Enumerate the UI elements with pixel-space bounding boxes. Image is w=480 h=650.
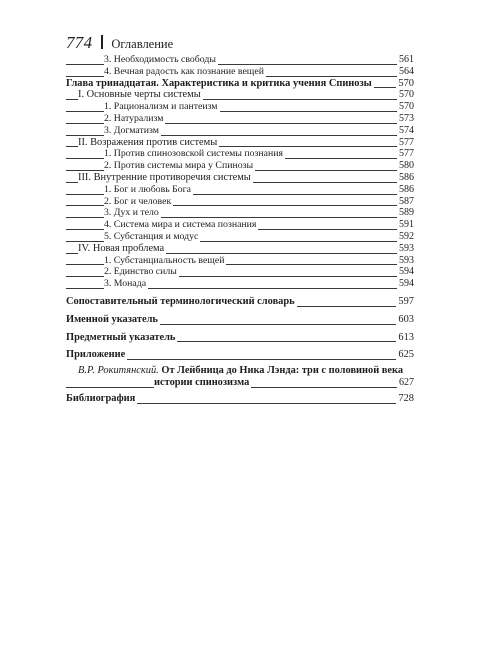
appendix-title-line1: От Лейбница до Ника Лэнда: три с половиной века (161, 365, 404, 377)
toc-entry-page: 593 (399, 242, 414, 254)
table-of-contents (66, 54, 414, 405)
toc-entry-page: 592 (399, 230, 414, 242)
toc-entry-appendix-cont (66, 377, 414, 389)
toc-entry (66, 160, 414, 172)
toc-entry-title: Предметный указатель (66, 331, 176, 343)
toc-entry (66, 266, 414, 278)
toc-entry-page: 591 (399, 219, 414, 231)
toc-entry (66, 255, 414, 267)
appendix-title-line2: истории спинозизма (154, 376, 250, 388)
toc-entry-title: 2. Натурализм (104, 112, 164, 124)
toc-entry-title: 1. Бог и любовь Бога (104, 183, 192, 195)
toc-entry (66, 137, 414, 149)
appendix-first-line (78, 365, 405, 377)
toc-entry-page: 580 (399, 160, 414, 172)
toc-entry-bibliography (66, 393, 414, 405)
toc-entry-title: 2. Против системы мира у Спинозы (104, 160, 254, 172)
toc-entry-title: Именной указатель (66, 313, 158, 325)
toc-entry-title: III. Внутренние противоречия системы (78, 171, 251, 183)
running-header (66, 33, 173, 53)
toc-entry (66, 296, 414, 308)
toc-entry (66, 66, 414, 78)
toc-entry (66, 184, 414, 196)
toc-entry (66, 172, 414, 184)
toc-entry-title: I. Основные черты системы (78, 89, 201, 101)
toc-entry-page: 594 (399, 278, 414, 290)
toc-entry-page: 589 (399, 207, 414, 219)
toc-entry-page: 603 (398, 313, 414, 325)
toc-entry-title: 4. Вечная радость как познание вещей (104, 65, 264, 77)
toc-entry (66, 278, 414, 290)
toc-entry-page: 597 (398, 295, 414, 307)
toc-entry (66, 125, 414, 137)
toc-entry-title: 5. Субстанция и модус (104, 230, 199, 242)
toc-entry (66, 101, 414, 113)
toc-entry (66, 243, 414, 255)
toc-entry-page: 561 (399, 54, 414, 65)
toc-entry (66, 219, 414, 231)
toc-entry-title: 3. Дух и тело (104, 207, 159, 219)
toc-entry-page: 728 (398, 392, 414, 404)
toc-entry-title: 2. Бог и человек (104, 195, 172, 207)
header-title: Оглавление (111, 37, 174, 51)
toc-entry-title: Библиография (66, 392, 136, 404)
toc-entry-page: 587 (399, 195, 414, 207)
header-separator (101, 35, 103, 49)
toc-entry (66, 332, 414, 344)
toc-entry-page: 573 (399, 112, 414, 124)
toc-entry (66, 148, 414, 160)
toc-entry (66, 314, 414, 326)
toc-entry (66, 196, 414, 208)
page-number: 774 (66, 33, 93, 52)
toc-entry (66, 207, 414, 219)
toc-entry-page: 627 (399, 376, 414, 388)
toc-entry-page: 570 (399, 101, 414, 113)
toc-entry-page: 577 (399, 136, 414, 148)
toc-entry-title: II. Возражения против системы (78, 136, 218, 148)
toc-entry-page: 586 (399, 171, 414, 183)
toc-entry-title: 1. Рационализм и пантеизм (104, 101, 218, 113)
toc-entry-title: 1. Против спинозовской системы познания (104, 148, 283, 160)
toc-entry (66, 78, 414, 90)
toc-entry-title: IV. Новая проблема (78, 242, 165, 254)
toc-entry (66, 113, 414, 125)
toc-entry-title: Приложение (66, 349, 126, 361)
toc-entry-page: 570 (399, 89, 414, 101)
toc-entry-page: 613 (398, 331, 414, 343)
toc-entry-page: 577 (399, 148, 414, 160)
appendix-author: В.Р. Рокитянский. (78, 365, 159, 377)
toc-entry-page: 593 (399, 254, 414, 266)
toc-entry-page: 594 (399, 266, 414, 278)
toc-entry-title: 1. Субстанциальность вещей (104, 254, 225, 266)
toc-entry-page: 625 (398, 349, 414, 361)
toc-entry-page: 574 (399, 124, 414, 136)
toc-entry (66, 54, 414, 66)
toc-entry (66, 349, 414, 361)
toc-entry (66, 231, 414, 243)
toc-entry-title: 3. Монада (104, 278, 147, 290)
toc-entry-page: 564 (399, 65, 414, 77)
toc-entry (66, 89, 414, 101)
toc-entry-page: 570 (398, 77, 414, 89)
toc-entry-appendix (66, 365, 414, 377)
toc-entry-title: 4. Система мира и система познания (104, 219, 257, 231)
toc-entry-title: 2. Единство силы (104, 266, 177, 278)
toc-entry-page: 586 (399, 183, 414, 195)
toc-entry-title: Сопоставительный терминологический словарь (66, 295, 295, 307)
toc-entry-title: Глава тринадцатая. Характеристика и критика учения Спинозы (66, 77, 372, 89)
toc-entry-title: 3. Необходимость свободы (104, 54, 216, 65)
toc-entry-title: 3. Догматизм (104, 124, 159, 136)
